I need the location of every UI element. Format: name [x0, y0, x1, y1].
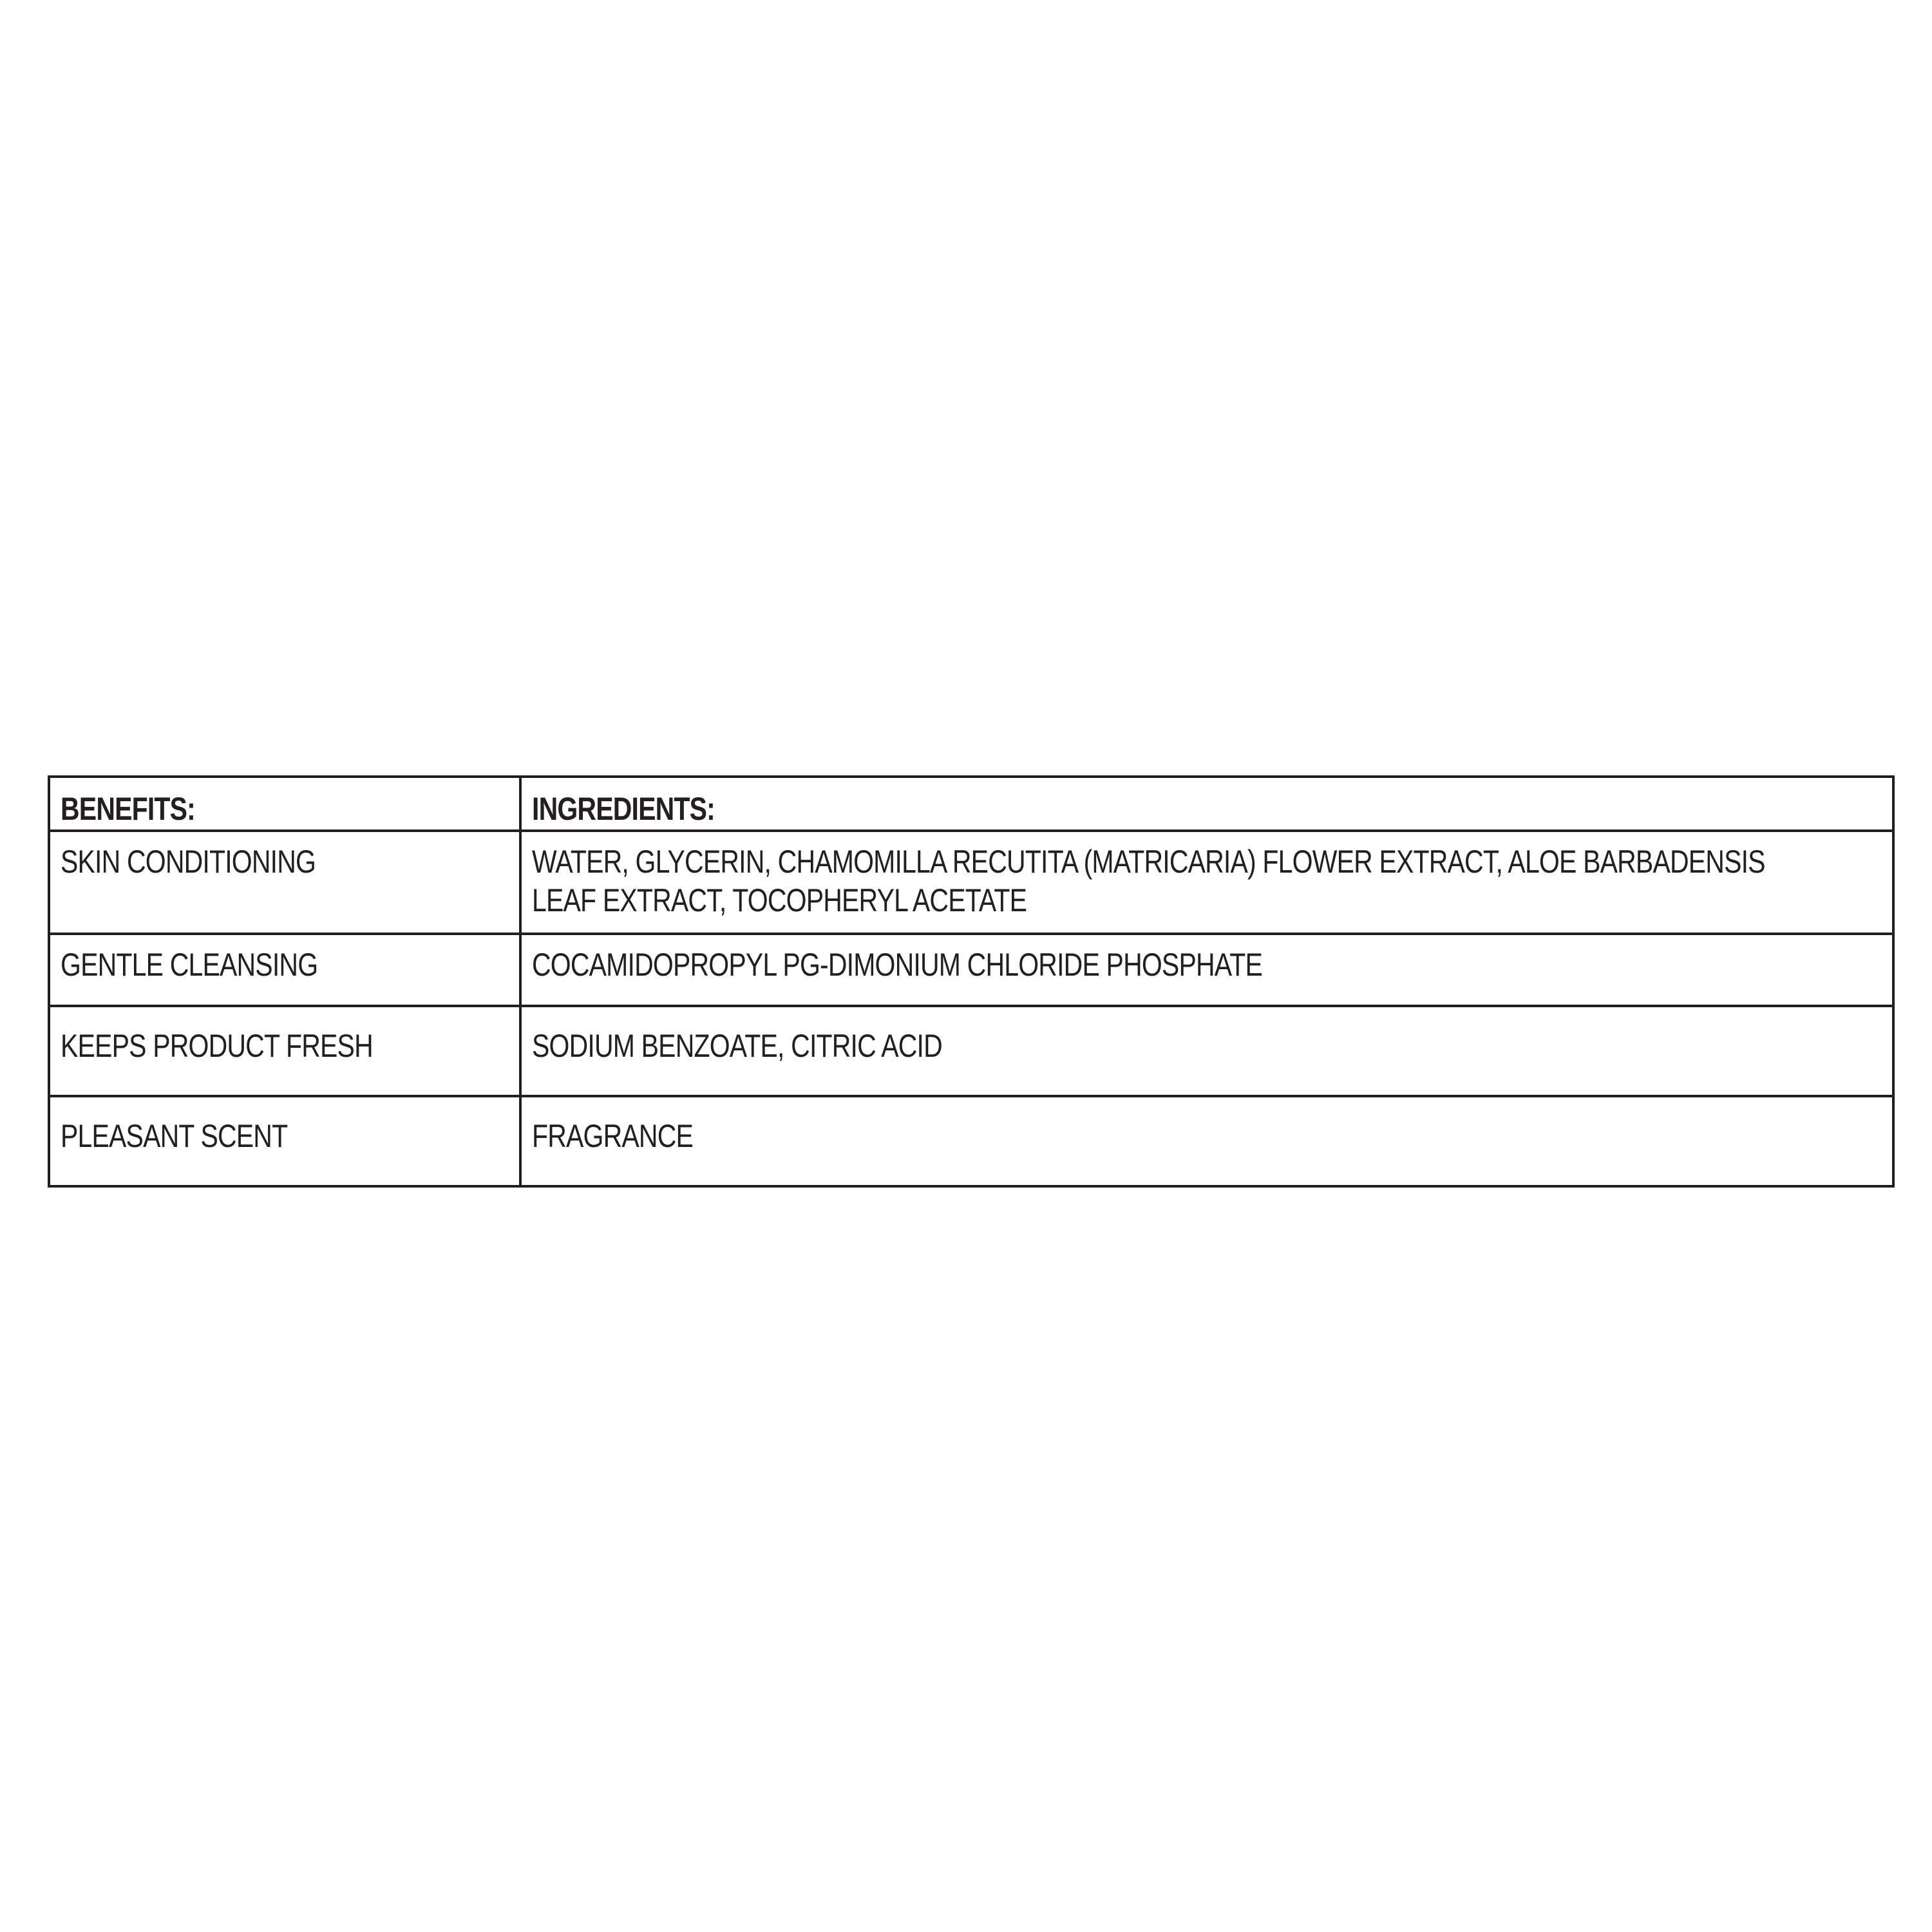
ingredients-text: FRAGRANCE — [532, 1118, 694, 1154]
header-ingredients — [520, 777, 1893, 831]
ingredients-text: SODIUM BENZOATE, CITRIC ACID — [532, 1028, 942, 1064]
ingredients-text-line2: LEAF EXTRACT, TOCOPHERYL ACETATE — [532, 882, 1027, 918]
benefits-ingredients-table — [48, 775, 1895, 1188]
benefit-cell — [49, 1006, 520, 1096]
table-header-row — [49, 777, 1893, 831]
ingredients-text-line1: WATER, GLYCERIN, CHAMOMILLA RECUTITA (MATRICARIA) FLOWER EXTRACT, ALOE BARBADENSIS — [532, 844, 1765, 880]
benefit-text: SKIN CONDITIONING — [61, 844, 316, 880]
table-row — [49, 934, 1893, 1006]
ingredients-cell — [520, 934, 1893, 1006]
header-ingredients-label: INGREDIENTS: — [532, 791, 715, 827]
table-row — [49, 831, 1893, 934]
table-row — [49, 1006, 1893, 1096]
ingredients-cell — [520, 1006, 1893, 1096]
benefit-text: PLEASANT SCENT — [61, 1118, 288, 1154]
benefit-text: KEEPS PRODUCT FRESH — [61, 1028, 373, 1064]
header-benefits-label: BENEFITS: — [61, 791, 196, 827]
benefit-cell — [49, 934, 520, 1006]
header-benefits — [49, 777, 520, 831]
benefit-text: GENTLE CLEANSING — [61, 947, 318, 983]
benefit-cell — [49, 831, 520, 934]
benefits-ingredients-table-container — [48, 775, 1892, 1188]
ingredients-text: COCAMIDOPROPYL PG-DIMONIUM CHLORIDE PHOSPHATE — [532, 947, 1263, 983]
benefit-cell — [49, 1096, 520, 1186]
ingredients-cell — [520, 831, 1893, 934]
table-row — [49, 1096, 1893, 1186]
ingredients-cell — [520, 1096, 1893, 1186]
